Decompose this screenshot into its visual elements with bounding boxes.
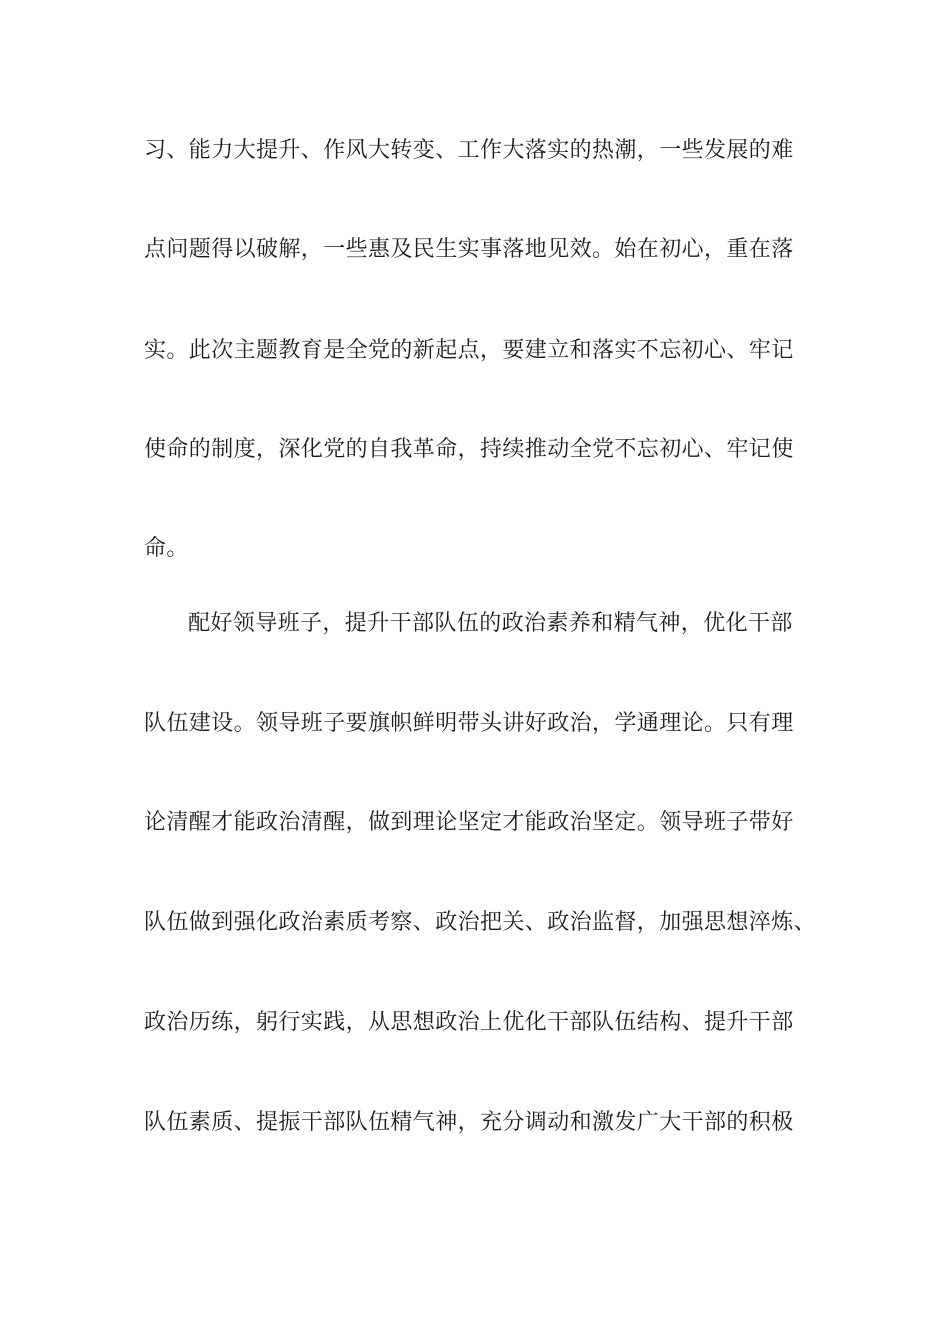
text-line: 政治历练，躬行实践，从思想政治上优化干部队伍结构、提升干部	[144, 1010, 794, 1035]
text-line: 配好领导班子，提升干部队伍的政治素养和精气神，优化干部	[188, 611, 793, 636]
text-line: 实。此次主题教育是全党的新起点，要建立和落实不忘初心、牢记	[144, 338, 794, 363]
text-line: 命。	[144, 536, 189, 561]
text-line: 队伍做到强化政治素质考察、政治把关、政治监督，加强思想淬炼、	[144, 910, 817, 935]
text-line: 使命的制度，深化党的自我革命，持续推动全党不忘初心、牢记使	[144, 437, 794, 462]
text-line: 论清醒才能政治清醒，做到理论坚定才能政治坚定。领导班子带好	[144, 810, 794, 835]
text-line: 队伍建设。领导班子要旗帜鲜明带头讲好政治，学通理论。只有理	[144, 711, 794, 736]
text-line: 队伍素质、提振干部队伍精气神，充分调动和激发广大干部的积极	[144, 1110, 794, 1135]
text-line: 点问题得以破解，一些惠及民生实事落地见效。始在初心，重在落	[144, 237, 794, 262]
text-line: 习、能力大提升、作风大转变、工作大落实的热潮，一些发展的难	[144, 138, 794, 163]
